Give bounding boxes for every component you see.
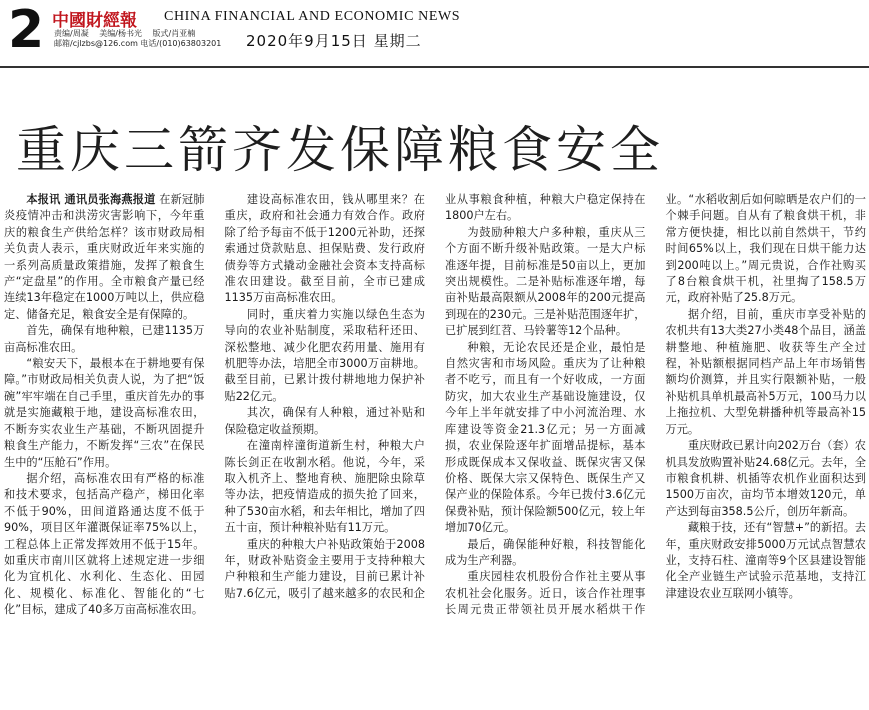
paragraph: 最后，确保能种好粮，科技智能化成为生产利器。 xyxy=(445,537,646,567)
paragraph: 同时，重庆着力实施以绿色生态为导向的农业补贴制度，采取秸秆还田、深松整地、减少化肥农药用量、施用有机肥等办法，培肥全市3000万亩耕地。截至目前，已累计拨付耕地地力保护补贴22亿元。 xyxy=(224,307,425,403)
paragraph: 在潼南梓潼街道新生村，种粮大户陈长剑正在收割水稻。他说，今年，采取入机齐上、整地育秧、施肥除虫除草等办法，把疫情造成的损失抢了回来，种了530亩水稻，和去年相比，增加了四五十亩，预计种粮补贴有11万元。 xyxy=(224,439,425,535)
paragraph: 建设高标准农田，钱从哪里来？在重庆，政府和社会通力有效合作。政府除了给予每亩不低于1200元补助，还探索通过贷款贴息、担保贴费、发行政府债券等方式撬动金融社会资本支持高标准农田建设。截至目前，全市已建成1135万亩高标准农田。 xyxy=(224,193,425,305)
page-number: 2 xyxy=(8,0,45,60)
paragraph: 首先，确保有地种粮，已建1135万亩高标准农田。 xyxy=(4,324,205,354)
paragraph: 为鼓励种粮大户多种粮，重庆从三个方面不断升级补贴政策。一是大户标准逐年提，目前标准是50亩以上，更加突出规模性。二是补贴标准逐年增，每亩补贴最高限额从2008年的200元提高到现在的230元。三是补贴范围逐年扩，已扩展到红苕、马铃薯等12个品种。 xyxy=(445,225,646,338)
paragraph: 据介绍，高标准农田有严格的标准和技术要求，包括高产稳产，梯田化率不低于90%，田间道路通达度不低于90%，项目区年灌溉保证率75%以上，工程总体上正常发挥效用不低于15年。如重庆市南川区就将上述规定进一步细化为宜机化、水利化、生态化、田园化、规模化、标准化、智能化的“七化”目标，建成了40多万亩高标准农田。 xyxy=(4,471,205,617)
paragraph: 其次，确保有人种粮，通过补贴和保险稳定收益预期。 xyxy=(224,406,425,436)
article-byline: 本报讯 通讯员张海燕报道 xyxy=(26,193,156,206)
staff-art-editor: 美编/杨书光 xyxy=(99,29,142,38)
paragraph: 重庆的种粮大户补贴政策始于2008年，财政补贴资金主要用于支持种粮大户种粮和生产能力建设，目前已累计补贴7.6亿元，吸引了越来越多的农民和企业从事粮食种植，种粮大户稳定保持在1800户左右。 xyxy=(224,193,646,600)
paragraph-lead-text: 在新冠肺炎疫情冲击和洪涝灾害影响下，今年重庆的粮食生产供给怎样？该市财政局相关负责人表示，重庆财政近年来实施的一系列高质量政策措施，发挥了粮食生产“定盘星”的作用。全市粮食产量已经连续13年稳定在1000万吨以上，供应稳定、储备充足，粮食安全是有保障的。 xyxy=(4,193,205,321)
newspaper-logo: 中國財經報 xyxy=(52,11,137,31)
paragraph: “粮安天下，最根本在于耕地要有保障。”市财政局相关负责人说，为了把“饭碗”牢牢端在自己手里，重庆首先办的事就是实施藏粮于地，建设高标准农田，不断夯实农业生产基础，不断巩固提升粮食生产能力，不断发挥“三农”在保民生中的“压舱石”作用。 xyxy=(4,357,205,469)
paragraph: 据介绍，目前，重庆市享受补贴的农机共有13大类27小类48个品目，涵盖耕整地、种植施肥、收获等生产全过程，补贴额根据同档产品上年市场销售额均价测算，并且实行限额补贴，一般补贴机具单机最高补5万元，100马力以上拖拉机、大型免耕播种机等最高补15万元。 xyxy=(665,307,866,436)
paragraph: 藏粮于技，还有“智慧+”的新招。去年，重庆财政安排5000万元试点智慧农业，支持石柱、潼南等9个区县建设智能化全产业链生产试验示范基地，支持江津建设农业互联网小镇等。 xyxy=(665,521,866,600)
masthead-divider xyxy=(0,66,869,68)
staff-credits xyxy=(54,29,221,49)
paragraph: 重庆园桂农机股份合作社主要从事农机社会化服务。近日，该合作社理事长周元贵正带领社员开展水稻烘干作业。“水稻收割后如何晾晒是农户们的一个棘手问题。自从有了粮食烘干机，非常方便快捷，相比以前自然烘干，节约时间65%以上，我们现在日烘干能力达到200吨以上。”周元贵说，合作社购买了8台粮食烘干机，社里掏了158.5万元，政府补贴了25.8万元。 xyxy=(445,193,866,617)
staff-editor: 责编/周凝 xyxy=(54,29,89,38)
paragraph: 重庆财政已累计向202万台（套）农机具发放购置补贴24.68亿元。去年，全市粮食机耕、机插等农机作业面积达到1500万亩次，亩均节本增效120元，单产达到每亩358.5公斤，创历年新高。 xyxy=(665,439,866,518)
staff-contact: 邮箱/cjlzbs@126.com 电话/(010)63803201 xyxy=(54,39,222,48)
newspaper-name-english: CHINA FINANCIAL AND ECONOMIC NEWS xyxy=(164,9,461,24)
article-headline: 重庆三箭齐发保障粮食安全 xyxy=(16,121,664,179)
staff-line-1 xyxy=(54,29,221,39)
issue-date: 2020年9月15日 星期二 xyxy=(246,32,422,50)
staff-layout: 版式/肖亚楠 xyxy=(152,29,196,38)
paragraph-lead xyxy=(4,192,205,323)
article-body xyxy=(4,192,866,710)
paragraph: 种粮，无论农民还是企业，最怕是自然灾害和市场风险。重庆为了让种粮者不吃亏，而且有一个好收成，一方面防灾，加大农业生产基础设施建设，仅今年上半年就安排了中小河流治理、水库建设等资金21.3亿元；另一方面减损，农业保险逐年扩面增品提标，基本形成既保成本又保收益、既保灾害又保价格、既保大宗又保特色、既保生产又保产业的保险体系。今年已拨付3.6亿元保费补贴，预计保险额500亿元，较上年增加70亿元。 xyxy=(445,340,646,535)
masthead xyxy=(0,0,869,70)
